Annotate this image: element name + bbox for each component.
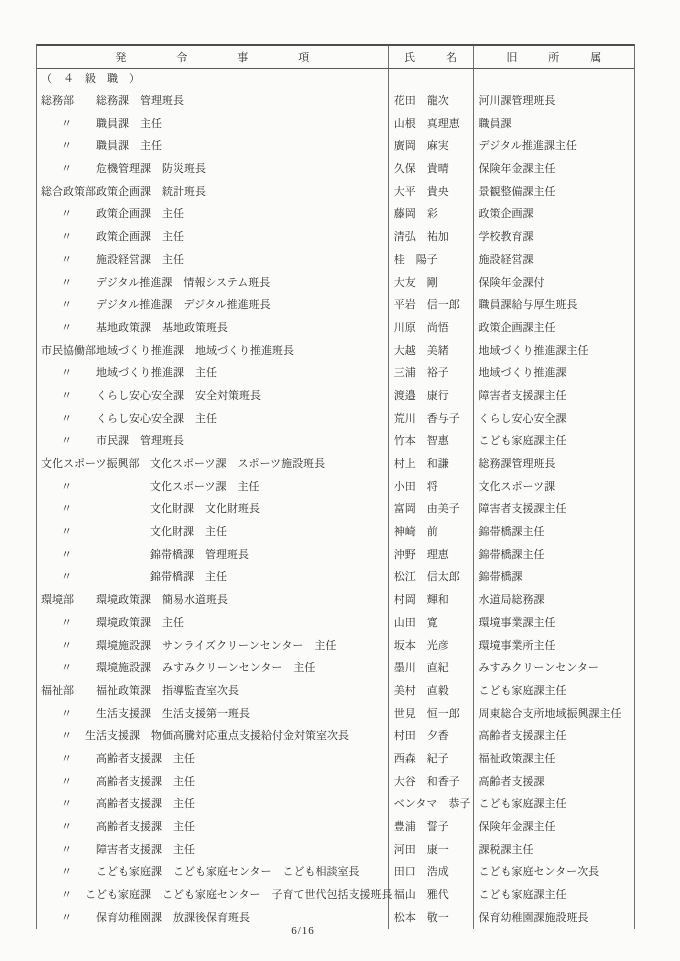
assignment-cell bbox=[37, 498, 388, 521]
assignment-cell bbox=[37, 135, 388, 158]
name-cell: 平岩 信一郎 bbox=[388, 294, 473, 317]
department-ditto-mark: 〃 bbox=[61, 208, 72, 221]
old-affiliation-cell: 環境事業所主任 bbox=[473, 635, 634, 658]
assignment-cell bbox=[37, 408, 388, 431]
department-ditto-mark: 〃 bbox=[61, 843, 72, 856]
assignment-cell bbox=[37, 589, 388, 612]
name-cell: 小田 将 bbox=[388, 476, 473, 499]
department-ditto-mark: 〃 bbox=[61, 276, 72, 289]
assignment-cell bbox=[37, 203, 388, 226]
name-cell: 桂 陽子 bbox=[388, 249, 473, 272]
name-cell: 世見 恒一郎 bbox=[388, 703, 473, 726]
name-cell: 清弘 祐加 bbox=[388, 226, 473, 249]
assignment-text: 総務課 管理班長 bbox=[96, 95, 184, 107]
table-row bbox=[37, 158, 634, 181]
name-cell: 川原 尚悟 bbox=[388, 317, 473, 340]
department-label: 福祉部 bbox=[41, 684, 74, 697]
assignment-text: 高齢者支援課 主任 bbox=[96, 798, 195, 811]
assignment-cell bbox=[37, 748, 388, 771]
assignment-text: くらし安心安全課 安全対策班長 bbox=[96, 389, 261, 402]
page-number: 6/16 bbox=[291, 925, 315, 937]
assignment-cell bbox=[37, 113, 388, 136]
assignment-text: 錦帯橋課 主任 bbox=[150, 571, 227, 584]
table-row bbox=[37, 680, 634, 703]
class-label: （ ４ 級 職 ） bbox=[41, 73, 140, 85]
old-affiliation-cell: 水道局総務課 bbox=[473, 589, 634, 612]
table-row bbox=[37, 317, 634, 340]
old-affiliation-cell: 保険年金課付 bbox=[473, 272, 634, 295]
assignment-text: 基地政策課 基地政策班長 bbox=[96, 321, 228, 334]
assignment-text: 地域づくり推進課 地域づくり推進班長 bbox=[96, 344, 294, 357]
table-row bbox=[37, 566, 634, 589]
table-row bbox=[37, 725, 634, 748]
class-label-row bbox=[37, 69, 634, 90]
table-row bbox=[37, 294, 634, 317]
table-body bbox=[37, 90, 634, 929]
table-row bbox=[37, 476, 634, 499]
old-affiliation-cell: 錦帯橋課主任 bbox=[473, 521, 634, 544]
old-affiliation-cell: 政策企画課主任 bbox=[473, 317, 634, 340]
old-affiliation-cell: 学校教育課 bbox=[473, 226, 634, 249]
table-row bbox=[37, 90, 634, 113]
assignment-text: 福祉政策課 指導監査室次長 bbox=[96, 684, 239, 697]
assignment-text: 政策企画課 主任 bbox=[96, 231, 184, 244]
name-cell: 神崎 前 bbox=[388, 521, 473, 544]
department-ditto-mark: 〃 bbox=[61, 253, 72, 266]
name-cell: 山田 寛 bbox=[388, 612, 473, 635]
old-affiliation-cell: 障害者支援課主任 bbox=[473, 498, 634, 521]
assignment-cell bbox=[37, 680, 388, 703]
assignment-cell bbox=[37, 385, 388, 408]
old-affiliation-cell: こども家庭センター次長 bbox=[473, 861, 634, 884]
department-ditto-mark: 〃 bbox=[61, 866, 72, 879]
table-row bbox=[37, 498, 634, 521]
table-row bbox=[37, 771, 634, 794]
assignment-text: 錦帯橋課 管理班長 bbox=[150, 548, 249, 561]
department-ditto-mark: 〃 bbox=[61, 775, 72, 788]
table-row bbox=[37, 793, 634, 816]
assignment-cell bbox=[37, 884, 393, 907]
name-cell: 松本 敬一 bbox=[388, 907, 473, 930]
old-affiliation-cell: こども家庭課主任 bbox=[473, 430, 634, 453]
assignment-cell bbox=[37, 272, 388, 295]
assignment-cell bbox=[37, 476, 388, 499]
name-cell: 村岡 輝和 bbox=[388, 589, 473, 612]
assignment-text: 職員課 主任 bbox=[96, 117, 162, 130]
name-cell: 豊浦 誓子 bbox=[388, 816, 473, 839]
table-row bbox=[37, 657, 634, 680]
personnel-table bbox=[36, 44, 635, 929]
assignment-cell bbox=[37, 839, 388, 862]
old-affiliation-cell: 福祉政策課主任 bbox=[473, 748, 634, 771]
name-cell: 村上 和謙 bbox=[388, 453, 473, 476]
old-affiliation-cell: 施設経営課 bbox=[473, 249, 634, 272]
assignment-text: 障害者支援課 主任 bbox=[96, 843, 195, 856]
assignment-cell bbox=[37, 430, 388, 453]
department-ditto-mark: 〃 bbox=[61, 389, 72, 402]
table-row bbox=[37, 385, 634, 408]
assignment-cell bbox=[37, 249, 388, 272]
name-cell: ベンタマ 恭子 bbox=[388, 793, 473, 816]
name-cell: 花田 龍次 bbox=[388, 90, 473, 113]
assignment-text: デジタル推進課 デジタル推進班長 bbox=[96, 299, 271, 312]
table-row bbox=[37, 816, 634, 839]
table-row bbox=[37, 521, 634, 544]
old-affiliation-cell: デジタル推進課主任 bbox=[473, 135, 634, 158]
department-ditto-mark: 〃 bbox=[61, 639, 72, 652]
old-affiliation-cell: 錦帯橋課主任 bbox=[473, 544, 634, 567]
assignment-cell bbox=[37, 453, 388, 476]
table-row bbox=[37, 453, 634, 476]
department-ditto-mark: 〃 bbox=[61, 662, 72, 675]
assignment-text: 文化財課 文化財班長 bbox=[150, 503, 260, 516]
name-cell: 山根 真理恵 bbox=[388, 113, 473, 136]
assignment-text: こども家庭課 こども家庭センター 子育て世代包括支援班長 bbox=[85, 889, 393, 902]
table-row bbox=[37, 839, 634, 862]
assignment-cell bbox=[37, 816, 388, 839]
header-assignment: 発令事項 bbox=[115, 52, 360, 64]
department-ditto-mark: 〃 bbox=[61, 798, 72, 811]
assignment-text: 文化財課 主任 bbox=[150, 526, 227, 539]
old-affiliation-cell: 高齢者支援課 bbox=[473, 771, 634, 794]
table-row bbox=[37, 362, 634, 385]
table-row bbox=[37, 249, 634, 272]
assignment-cell bbox=[37, 861, 388, 884]
table-row bbox=[37, 612, 634, 635]
assignment-text: 政策企画課 統計班長 bbox=[96, 185, 206, 198]
old-affiliation-cell: 職員課給与厚生班長 bbox=[473, 294, 634, 317]
department-label: 文化スポーツ振興部 bbox=[41, 458, 140, 470]
table-row bbox=[37, 430, 634, 453]
assignment-cell bbox=[37, 703, 388, 726]
department-ditto-mark: 〃 bbox=[61, 435, 72, 448]
old-affiliation-cell: 職員課 bbox=[473, 113, 634, 136]
department-ditto-mark: 〃 bbox=[61, 117, 72, 130]
old-affiliation-cell: 保育幼稚園課施設班長 bbox=[473, 907, 634, 930]
class-label-name-spacer bbox=[388, 69, 473, 90]
name-cell: 大平 貴央 bbox=[388, 181, 473, 204]
old-affiliation-cell: こども家庭課主任 bbox=[473, 680, 634, 703]
assignment-text: 高齢者支援課 主任 bbox=[96, 775, 195, 788]
table-row bbox=[37, 340, 634, 363]
assignment-text: 政策企画課 主任 bbox=[96, 208, 184, 221]
assignment-cell bbox=[37, 793, 388, 816]
assignment-cell bbox=[37, 294, 388, 317]
old-affiliation-cell: 文化スポーツ課 bbox=[473, 476, 634, 499]
name-cell: 大越 美緒 bbox=[388, 340, 473, 363]
old-affiliation-cell: 保険年金課主任 bbox=[473, 816, 634, 839]
department-ditto-mark: 〃 bbox=[61, 321, 72, 334]
old-affiliation-cell: 総務課管理班長 bbox=[473, 453, 634, 476]
assignment-cell bbox=[37, 544, 388, 567]
table-row bbox=[37, 272, 634, 295]
name-cell: 西森 紀子 bbox=[388, 748, 473, 771]
assignment-text: 環境政策課 主任 bbox=[96, 616, 184, 629]
assignment-text: 市民課 管理班長 bbox=[96, 435, 184, 448]
assignment-cell bbox=[37, 635, 388, 658]
department-ditto-mark: 〃 bbox=[61, 299, 72, 312]
name-cell: 村田 夕香 bbox=[388, 725, 473, 748]
department-ditto-mark: 〃 bbox=[61, 889, 72, 902]
assignment-text: 文化スポーツ課 スポーツ施設班長 bbox=[150, 458, 326, 470]
assignment-text: 危機管理課 防災班長 bbox=[96, 163, 206, 176]
assignment-cell bbox=[37, 657, 388, 680]
table-row bbox=[37, 181, 634, 204]
assignment-text: 高齢者支援課 主任 bbox=[96, 752, 195, 765]
department-label: 市民協働部 bbox=[41, 344, 96, 357]
department-label: 環境部 bbox=[41, 594, 74, 607]
old-affiliation-cell: 障害者支援課主任 bbox=[473, 385, 634, 408]
old-affiliation-cell: 地域づくり推進課主任 bbox=[473, 340, 634, 363]
old-affiliation-cell: こども家庭課主任 bbox=[473, 793, 634, 816]
name-cell: 大谷 和香子 bbox=[388, 771, 473, 794]
assignment-cell bbox=[37, 725, 388, 748]
department-ditto-mark: 〃 bbox=[61, 163, 72, 176]
old-affiliation-cell: 課税課主任 bbox=[473, 839, 634, 862]
department-ditto-mark: 〃 bbox=[61, 730, 72, 743]
assignment-text: こども家庭課 こども家庭センター こども相談室長 bbox=[96, 866, 360, 879]
name-cell: 沖野 理恵 bbox=[388, 544, 473, 567]
class-label-old-spacer bbox=[473, 69, 634, 90]
department-ditto-mark: 〃 bbox=[61, 140, 72, 153]
assignment-text: 環境施設課 サンライズクリーンセンター 主任 bbox=[96, 639, 337, 652]
name-cell: 藤岡 彩 bbox=[388, 203, 473, 226]
old-affiliation-cell: 環境事業課主任 bbox=[473, 612, 634, 635]
department-label: 総合政策部 bbox=[41, 185, 96, 198]
old-affiliation-cell: 河川課管理班長 bbox=[473, 90, 634, 113]
name-cell: 福山 雅代 bbox=[388, 884, 473, 907]
assignment-cell bbox=[37, 566, 388, 589]
old-affiliation-cell: 錦帯橋課 bbox=[473, 566, 634, 589]
assignment-cell bbox=[37, 226, 388, 249]
assignment-cell bbox=[37, 612, 388, 635]
table-row bbox=[37, 589, 634, 612]
old-affiliation-cell: 地域づくり推進課 bbox=[473, 362, 634, 385]
name-cell: 墨川 直紀 bbox=[388, 657, 473, 680]
assignment-cell bbox=[37, 340, 388, 363]
header-old-affiliation: 旧所属 bbox=[473, 46, 634, 68]
name-cell: 松江 信太郎 bbox=[388, 566, 473, 589]
assignment-text: 施設経営課 主任 bbox=[96, 253, 184, 266]
old-affiliation-cell: 政策企画課 bbox=[473, 203, 634, 226]
assignment-text: 職員課 主任 bbox=[96, 140, 162, 153]
department-ditto-mark: 〃 bbox=[61, 503, 72, 516]
old-affiliation-cell: 周東総合支所地域振興課主任 bbox=[473, 703, 634, 726]
old-affiliation-cell: みすみクリーンセンター bbox=[473, 657, 634, 680]
table-row bbox=[37, 408, 634, 431]
name-cell: 河田 康一 bbox=[388, 839, 473, 862]
name-cell: 大友 剛 bbox=[388, 272, 473, 295]
old-affiliation-cell: 高齢者支援課主任 bbox=[473, 725, 634, 748]
assignment-cell bbox=[37, 90, 388, 113]
name-cell: 田口 浩成 bbox=[388, 861, 473, 884]
old-affiliation-cell: 保険年金課主任 bbox=[473, 158, 634, 181]
table-row bbox=[37, 135, 634, 158]
name-cell: 三浦 裕子 bbox=[388, 362, 473, 385]
name-cell: 廣岡 麻実 bbox=[388, 135, 473, 158]
assignment-cell bbox=[37, 771, 388, 794]
department-ditto-mark: 〃 bbox=[61, 752, 72, 765]
department-ditto-mark: 〃 bbox=[61, 911, 72, 924]
name-cell: 荒川 香与子 bbox=[388, 408, 473, 431]
name-cell: 久保 貴晴 bbox=[388, 158, 473, 181]
assignment-text: 環境施設課 みすみクリーンセンター 主任 bbox=[96, 662, 316, 675]
assignment-cell bbox=[37, 181, 388, 204]
department-ditto-mark: 〃 bbox=[61, 821, 72, 833]
table-row bbox=[37, 861, 634, 884]
department-ditto-mark: 〃 bbox=[61, 571, 72, 584]
department-ditto-mark: 〃 bbox=[61, 367, 72, 380]
table-row bbox=[37, 635, 634, 658]
assignment-text: 環境政策課 簡易水道班長 bbox=[96, 594, 228, 607]
assignment-text: くらし安心安全課 主任 bbox=[96, 412, 217, 425]
old-affiliation-cell: くらし安心安全課 bbox=[473, 408, 634, 431]
header-name: 氏名 bbox=[388, 46, 473, 68]
assignment-cell bbox=[37, 317, 388, 340]
assignment-text: 地域づくり推進課 主任 bbox=[96, 367, 217, 380]
name-cell: 竹本 智惠 bbox=[388, 430, 473, 453]
department-ditto-mark: 〃 bbox=[61, 616, 72, 629]
table-row bbox=[37, 113, 634, 136]
table-row bbox=[37, 884, 634, 907]
table-row bbox=[37, 703, 634, 726]
assignment-text: 高齢者支援課 主任 bbox=[96, 821, 195, 833]
assignment-cell bbox=[37, 521, 388, 544]
department-ditto-mark: 〃 bbox=[61, 526, 72, 539]
department-ditto-mark: 〃 bbox=[61, 548, 72, 561]
table-row bbox=[37, 203, 634, 226]
assignment-text: 生活支援課 物価高騰対応重点支援給付金対策室次長 bbox=[85, 730, 349, 743]
assignment-text: デジタル推進課 情報システム班長 bbox=[96, 276, 271, 289]
name-cell: 富岡 由美子 bbox=[388, 498, 473, 521]
assignment-text: 文化スポーツ課 主任 bbox=[150, 480, 260, 493]
department-ditto-mark: 〃 bbox=[61, 412, 72, 425]
assignment-cell bbox=[37, 158, 388, 181]
name-cell: 美村 直毅 bbox=[388, 680, 473, 703]
table-row bbox=[37, 544, 634, 567]
name-cell: 坂本 光彦 bbox=[388, 635, 473, 658]
department-ditto-mark: 〃 bbox=[61, 480, 72, 493]
table-row bbox=[37, 748, 634, 771]
table-row bbox=[37, 226, 634, 249]
table-header-row bbox=[37, 46, 634, 69]
department-label: 総務部 bbox=[41, 95, 74, 107]
department-ditto-mark: 〃 bbox=[61, 231, 72, 244]
old-affiliation-cell: 景観整備課主任 bbox=[473, 181, 634, 204]
assignment-text: 保育幼稚園課 放課後保育班長 bbox=[96, 911, 250, 924]
assignment-text: 生活支援課 生活支援第一班長 bbox=[96, 707, 250, 720]
department-ditto-mark: 〃 bbox=[61, 707, 72, 720]
assignment-cell bbox=[37, 362, 388, 385]
name-cell: 渡邉 康行 bbox=[388, 385, 473, 408]
old-affiliation-cell: こども家庭課主任 bbox=[473, 884, 634, 907]
